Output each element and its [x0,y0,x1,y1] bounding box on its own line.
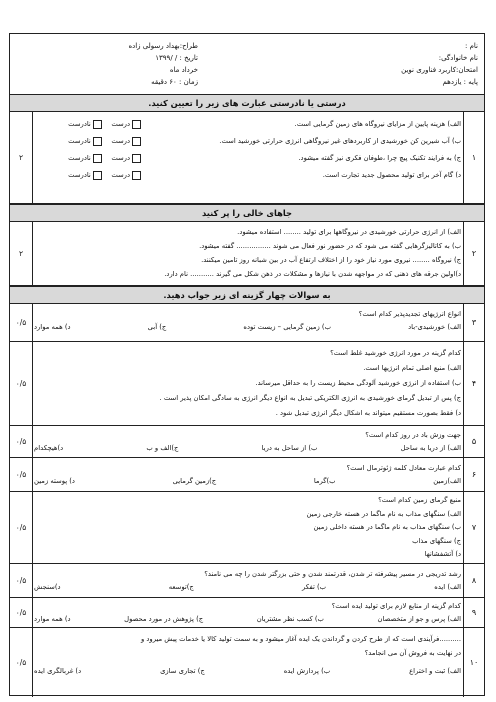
grade-label: پایه : یازدهم [442,78,478,86]
question-text: رشد تدریجی در مسیر پیشرفته تر شدن، قدرتمند شدن و حتی بزرگتر شدن را چه می نامند؟ [204,570,461,578]
question-row [10,304,484,342]
options-row [34,442,461,455]
option[interactable]: الف) ایده [434,582,461,591]
option[interactable]: الف) خورشیدی-باد [408,322,461,331]
question-text: کدام گزینه در مورد انرژی خورشید غلط است؟ [330,349,461,357]
true-checkbox[interactable] [132,120,141,129]
option[interactable]: ب) پردازش ایده [283,667,331,675]
question-number: ۶ [463,458,484,491]
question-row [10,564,484,598]
question-number: ۲ [463,222,484,285]
question-row [10,458,484,492]
tf-statement: د) گام آخر برای تولید محصول جدید تجارت است. [322,171,461,179]
question-score: ۰/۵ [10,426,33,457]
question-text: جهت وزش باد در روز کدام است؟ [365,431,461,439]
question-text: منبع گرمای زمین کدام است؟ [378,496,461,504]
options-row [34,613,461,626]
question-number: ۴ [463,342,484,425]
option[interactable]: ب) تفکر [302,582,327,591]
tf-item [34,167,461,184]
exam-header [10,34,484,95]
tf-item [34,150,461,167]
question-score: ۰/۵ [10,458,33,491]
true-checkbox[interactable] [132,171,141,180]
false-label: نادرست [68,154,91,162]
true-label: درست [111,171,130,179]
option[interactable]: ج) پژوهش در مورد محصول [124,614,204,623]
question-score: ۲ [10,112,33,203]
option[interactable]: ج) پس از تبدیل گرمای خورشیدی به انرژی الکتریکی تبدیل به انواع دیگر انرژی به سادگی امکان پذیر است . [159,394,461,402]
options-row [34,321,461,334]
option[interactable]: ج) آبی [147,322,167,331]
section-title: درستی یا نادرستی عبارت های زیر را تعیین کنید. [10,94,484,112]
fill-blank-item: ب) به کاتالیزگرهایی گفته می شود که در حضور نور فعال می شوند ................ گفته میشود. [199,242,461,250]
option[interactable]: ج)توسعه [168,582,194,591]
false-checkbox[interactable] [93,154,102,163]
option[interactable]: ج)الف و ب [146,443,179,452]
option[interactable]: ب) استفاده از انرژی خورشید آلودگی محیط زیست را به حداقل میرساند. [255,379,461,387]
question-number: ۵ [463,426,484,457]
fill-blank-item: د)اولین جرقه های ذهنی که در مواجهه شدن با نیازها و مشکلات در ذهن شکل می گیرند ........... نام دارد. [164,270,461,278]
question-row [10,222,484,286]
question-number: ۱ [463,112,484,203]
option[interactable]: ج) تجاری سازی [160,667,205,675]
exam-date: تاریخ : / /۱۳۹۹ [155,54,198,62]
true-checkbox[interactable] [132,137,141,146]
false-label: نادرست [68,171,91,179]
family-label: نام خانوادگی: [438,54,478,62]
option[interactable]: ج) سنگهای مذاب [412,536,461,545]
option[interactable]: الف) پرس و جو از متخصصان [377,614,461,623]
exam-info [58,40,198,88]
question-score: ۰/۵ [10,628,33,697]
true-label: درست [111,120,130,128]
fill-blank-item: الف) از انرژی حرارتی خورشیدی در نیروگاهها برای تولید ........ استفاده میشود. [237,228,461,236]
option[interactable]: ب) سنگهای مذاب به نام ماگما در هسته داخلی زمین [313,523,461,531]
option[interactable]: د) غربالگری ایده [34,667,82,675]
option[interactable]: د) همه موارد [34,614,71,623]
false-checkbox[interactable] [93,171,102,180]
question-score: ۲ [10,222,33,285]
question-number: ۳ [463,304,484,341]
question-row [10,598,484,628]
question-score: ۰/۵ [10,342,33,425]
question-number: ۱۰ [463,628,484,697]
student-info [401,40,478,88]
question-text: در نهایت به فروش آن می انجامد؟ [364,649,461,657]
option[interactable]: د) همه موارد [34,322,71,331]
tf-statement: ج) به فرایند تکنیک پیچ چرا ،طوفان فکری نیز گفته میشود. [298,154,461,162]
false-label: نادرست [68,137,91,145]
false-checkbox[interactable] [93,137,102,146]
option[interactable]: د)هیچکدام [34,443,64,452]
question-score: ۰/۵ [10,598,33,627]
option[interactable]: ب)گرما [313,476,336,485]
tf-statement: الف) هزینه پایین از مزایای نیروگاه های زمین گرمایی است. [294,120,461,128]
question-row [10,426,484,458]
option[interactable]: د) فقط بصورت مستقیم میتواند به اشکال دیگر انرژی تبدیل شود . [275,409,461,417]
options-row [34,581,461,594]
option[interactable]: د)سنجش [34,582,61,591]
question-number: ۹ [463,598,484,627]
question-row [10,628,484,697]
option[interactable]: الف) ثبت و اختراع [409,667,461,675]
option[interactable]: ب) زمین گرمایی – زیست توده [243,322,331,331]
false-checkbox[interactable] [93,120,102,129]
question-row [10,342,484,426]
exam-label: امتحان:کاربرد فناوری نوین [401,66,478,74]
true-label: درست [111,137,130,145]
option[interactable]: الف)زمین [433,476,461,485]
exam-sheet [9,33,485,696]
question-number: ۸ [463,564,484,597]
tf-item [34,116,461,133]
question-row [10,112,484,204]
question-score: ۰/۵ [10,564,33,597]
option[interactable]: د) آتشفشانها [424,550,461,558]
tf-statement: ب) آب شیرین کن خورشیدی از کاربردهای غیر نیروگاهی انرژی حرارتی خورشید است. [219,137,461,145]
question-text: کدام گزینه از منابع لازم برای تولید ایده است؟ [331,602,461,610]
option[interactable]: ب) کسب نظر مشتریان [256,614,324,623]
option[interactable]: د) پوسته زمین [34,476,75,485]
options-row [34,475,461,488]
question-text: کدام عبارت معادل کلمه ژئوترمال است؟ [346,464,461,472]
exam-month: خرداد ماه [169,66,198,74]
section-title: به سوالات چهار گزینه ای زیر جواب دهید. [10,286,484,304]
designer: طراح:بهداد رسولی زاده [128,42,198,50]
question-number: ۷ [463,492,484,563]
tf-item [34,133,461,150]
name-label: نام : [465,42,478,50]
question-text: انواع انرژیهای تجدیدپذیر کدام است؟ [358,310,461,318]
option[interactable]: الف) از دریا به ساحل [400,443,461,452]
fill-blank-item: ج) نیروگاه ........ نیروی مورد نیاز خود را از اختلاف ارتفاع آب در بین شبانه روز تامین میکنند. [201,256,461,264]
option[interactable]: الف) سنگهای مذاب به نام ماگما در هسته خارجی زمین [306,509,461,518]
option[interactable]: ب) از ساحل به دریا [261,443,318,452]
question-text: ..........فرآیندی است که از طرح کردن و گرداندن یک ایده آغاز میشود و به سمت تولید کالا یا خدمات پیش میرود و [140,635,461,643]
option[interactable]: ج)زمین گرمایی [172,476,217,485]
section-title: جاهای خالی را پر کنید [10,204,484,222]
false-label: نادرست [68,120,91,128]
option[interactable]: الف) منبع اصلی تمام انرژیها است. [363,364,461,372]
exam-time: زمان : ۶۰ دقیقه [151,78,198,86]
true-checkbox[interactable] [132,154,141,163]
question-score: ۰/۵ [10,492,33,563]
true-label: درست [111,154,130,162]
question-score: ۰/۵ [10,304,33,341]
question-row [10,492,484,564]
options-row [34,660,461,678]
